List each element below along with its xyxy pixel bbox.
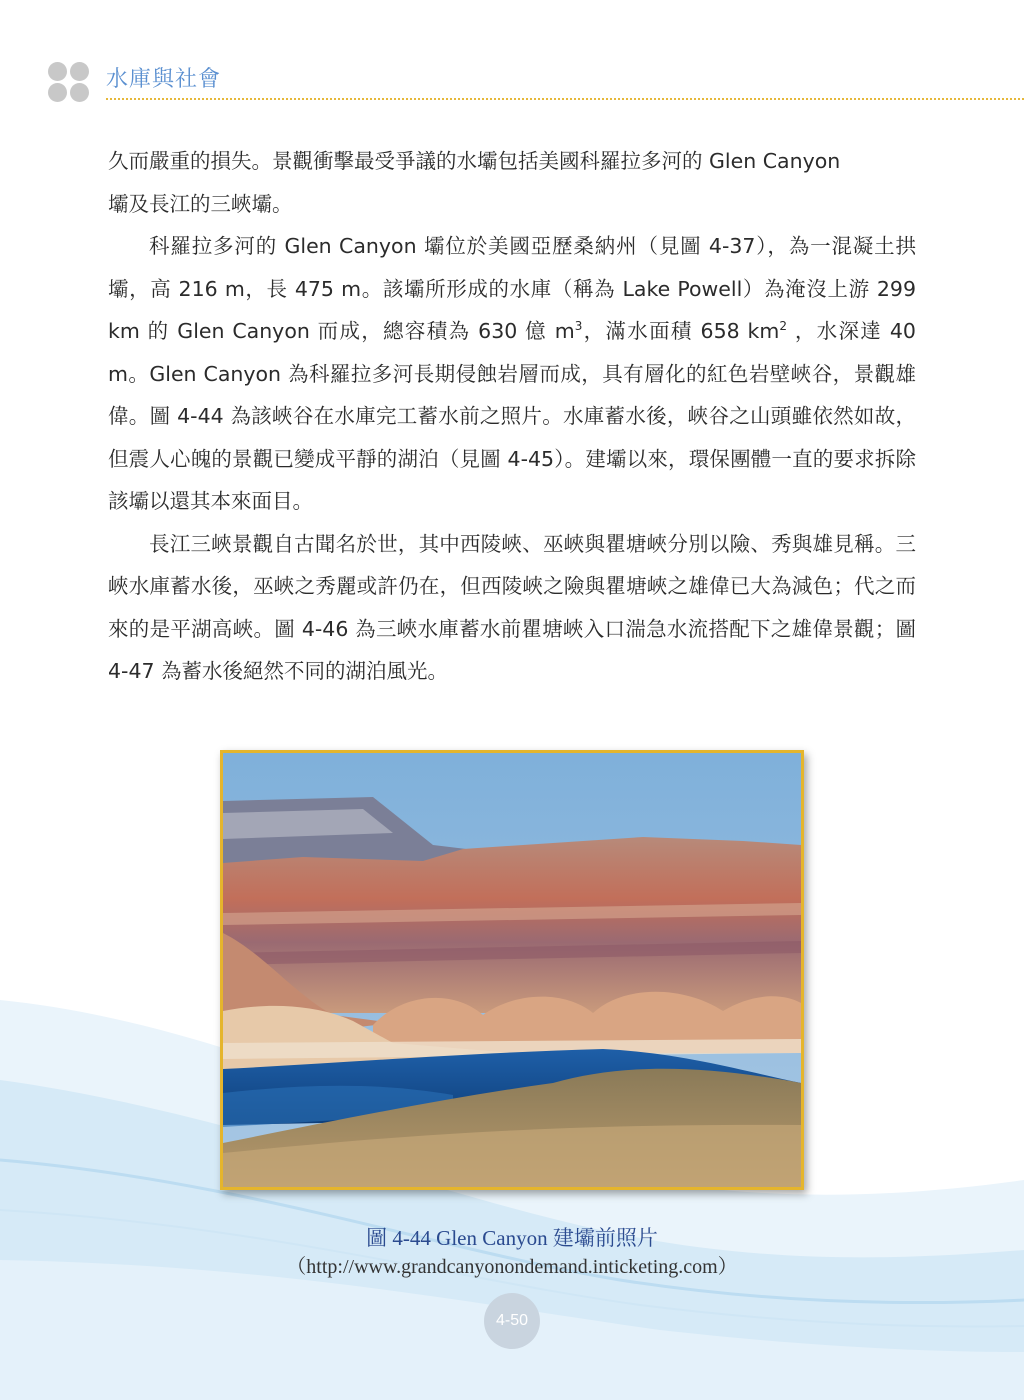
paragraph-3: 長江三峽景觀自古聞名於世，其中西陵峽、巫峽與瞿塘峽分別以險、秀與雄見稱。三峽水庫蓄水後，巫峽之秀麗或許仍在，但西陵峽之險與瞿塘峽之雄偉已大為減色；代之而來的是平湖高峽。圖 4-46 為三峽水庫蓄水前瞿塘峽入口湍急水流搭配下之雄偉景觀；圖 4-47 為蓄水後絕然不同的湖泊風光。: [108, 531, 916, 683]
paragraph-1-line-2: 壩及長江的三峽壩。: [108, 191, 293, 216]
paragraph-2-part-3: ，水深達 40 m。Glen Canyon 為科羅拉多河長期侵蝕岩層而成，具有層化的紅色岩壁峽谷，景觀雄偉。圖 4-44 為該峽谷在水庫完工蓄水前之照片。水庫蓄水後，峽谷之山頭雖依然如故，但震人心魄的景觀已變成平靜的湖泊（見圖 4-45）。建壩以來，環保團體一直的要求拆除該壩以還其本來面目。: [108, 319, 916, 513]
chapter-title: 水庫與社會: [106, 67, 222, 92]
page-number: 4-50: [484, 1293, 540, 1349]
paragraph-1: [108, 140, 916, 225]
figure-source: （http://www.grandcanyonondemand.inticketing.com）: [286, 1256, 738, 1278]
header-divider: [106, 98, 1024, 100]
page-header: [48, 58, 1024, 106]
paragraph-2-part-2: ，滿水面積 658 km: [582, 319, 780, 343]
figure-number: 圖 4-44: [366, 1226, 431, 1250]
superscript-2: 2: [779, 319, 787, 334]
figure-title: Glen Canyon 建壩前照片: [430, 1226, 658, 1250]
body-text: [108, 140, 916, 693]
header-dots-icon: [48, 62, 92, 102]
paragraph-2: [108, 225, 916, 523]
paragraph-1-line-1: 久而嚴重的損失。景觀衝擊最受爭議的水壩包括美國科羅拉多河的 Glen Canyon: [108, 149, 841, 173]
canyon-photo: [220, 750, 804, 1190]
figure-caption: [0, 1222, 1024, 1252]
superscript-3: 3: [574, 319, 583, 334]
paragraph-2-part-1: 科羅拉多河的 Glen Canyon 壩位於美國亞歷桑納州（見圖 4-37），為一混凝土拱壩，高 216 m，長 475 m。該壩所形成的水庫（稱為 Lake Powell）為淹沒上游 299 km 的 Glen Canyon 而成，總容積為 630 億 m: [108, 234, 916, 343]
